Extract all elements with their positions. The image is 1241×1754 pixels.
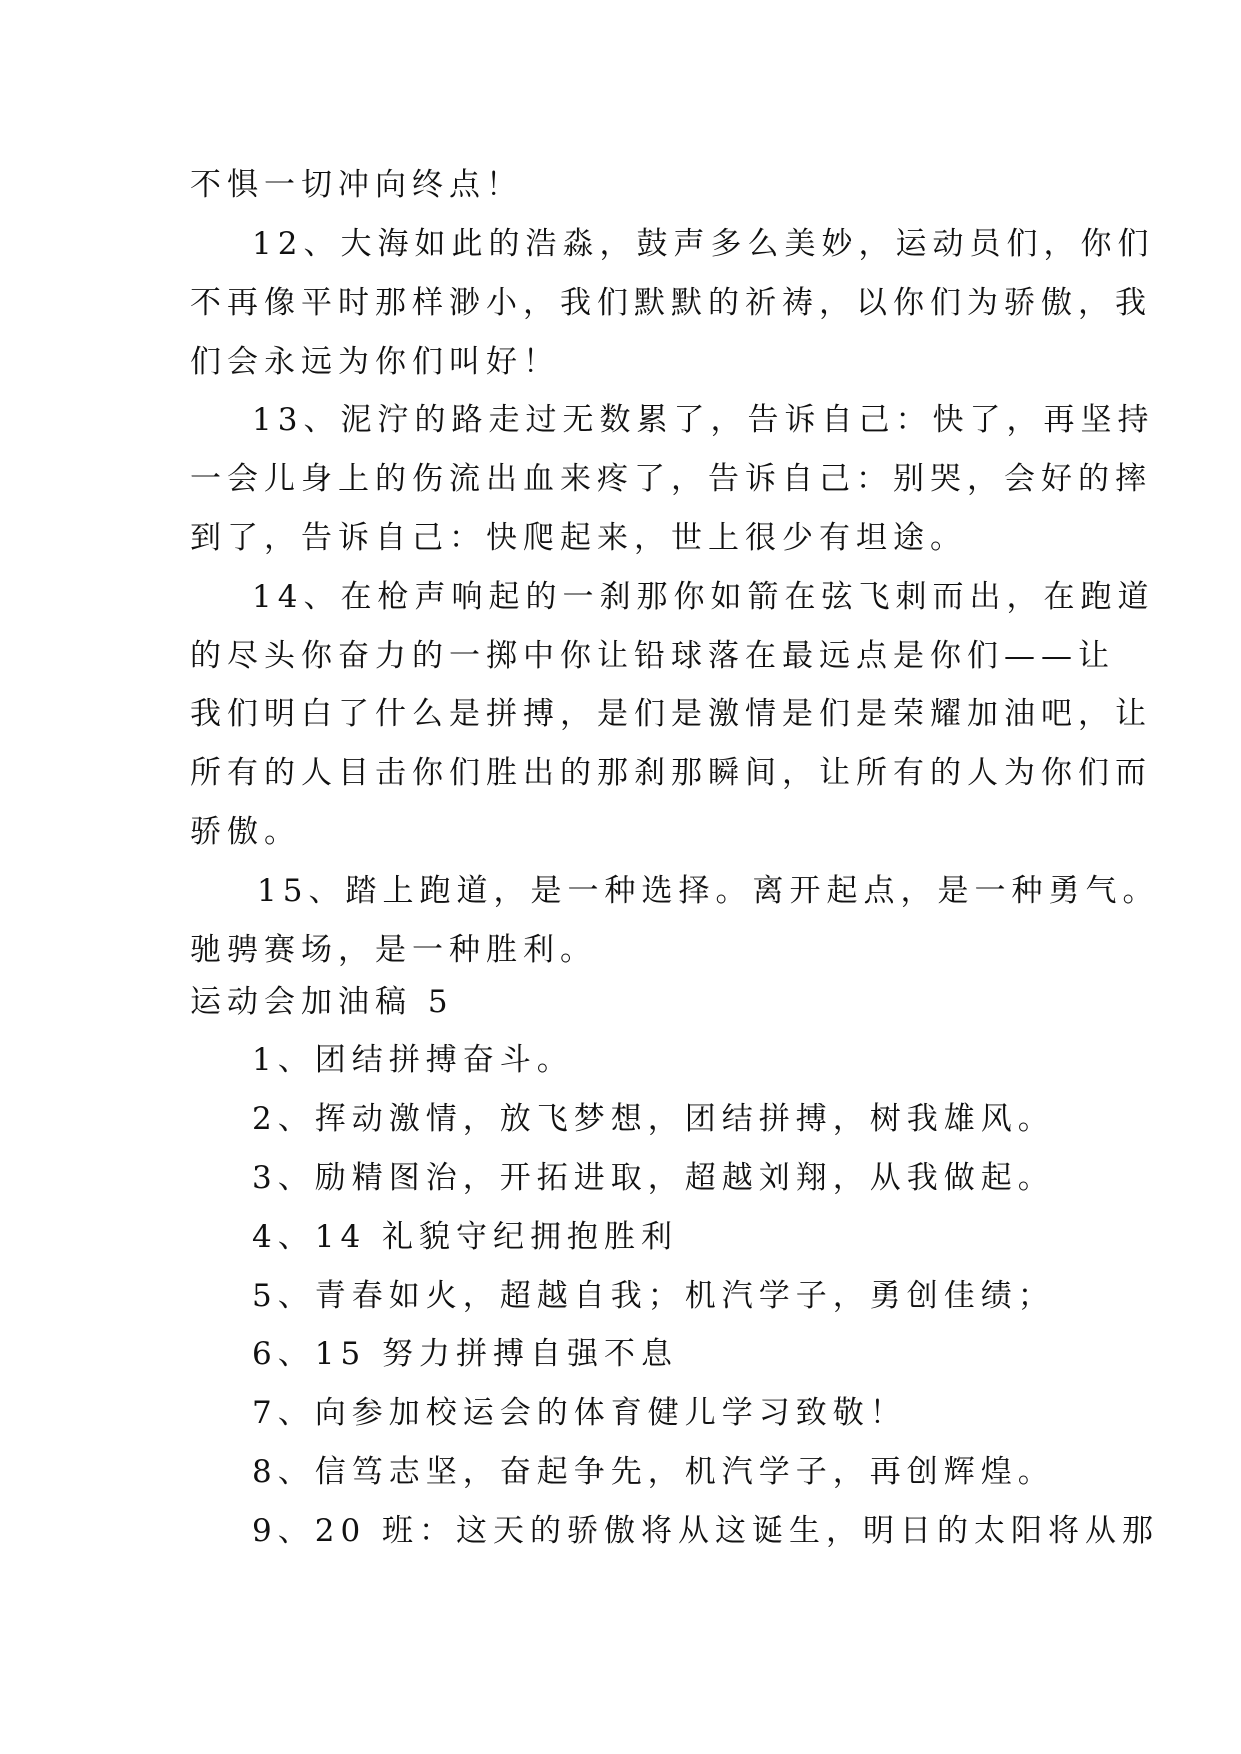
list-item: 1、团结拼搏奋斗。	[252, 1042, 574, 1078]
text-line: 驰骋赛场，是一种胜利。	[190, 932, 597, 968]
text-line: 骄傲。	[190, 814, 301, 850]
list-item: 6、15 努力拼搏自强不息	[252, 1336, 679, 1372]
list-item: 9、20 班：这天的骄傲将从这诞生，明日的太阳将从那	[252, 1513, 1160, 1549]
list-item: 2、挥动激情，放飞梦想，团结拼搏，树我雄风。	[252, 1101, 1055, 1137]
text-line: 15、踏上跑道，是一种选择。离开起点，是一种勇气。	[257, 873, 1160, 909]
text-line: 不再像平时那样渺小，我们默默的祈祷，以你们为骄傲，我	[190, 285, 1152, 321]
list-item: 5、青春如火，超越自我；机汽学子，勇创佳绩；	[252, 1278, 1055, 1314]
list-item: 3、励精图治，开拓进取，超越刘翔，从我做起。	[252, 1160, 1055, 1196]
text-line: 不惧一切冲向终点！	[190, 167, 523, 203]
list-item: 8、信笃志坚，奋起争先，机汽学子，再创辉煌。	[252, 1454, 1055, 1490]
list-item: 4、14 礼貌守纪拥抱胜利	[252, 1219, 679, 1255]
text-line: 12、大海如此的浩淼，鼓声多么美妙，运动员们，你们	[252, 226, 1155, 262]
text-line: 所有的人目击你们胜出的那刹那瞬间，让所有的人为你们而	[190, 755, 1152, 791]
text-line: 我们明白了什么是拼搏，是们是激情是们是荣耀加油吧，让	[190, 696, 1152, 732]
text-line: 的尽头你奋力的一掷中你让铅球落在最远点是你们——让	[190, 638, 1115, 674]
text-line: 13、泥泞的路走过无数累了，告诉自己：快了，再坚持	[252, 402, 1155, 438]
text-line: 们会永远为你们叫好！	[190, 344, 560, 380]
text-line: 到了，告诉自己：快爬起来，世上很少有坦途。	[190, 520, 967, 556]
section-heading: 运动会加油稿 5	[190, 984, 454, 1020]
text-line: 14、在枪声响起的一刹那你如箭在弦飞刺而出，在跑道	[252, 579, 1155, 615]
text-line: 一会儿身上的伤流出血来疼了，告诉自己：别哭，会好的摔	[190, 461, 1152, 497]
list-item: 7、向参加校运会的体育健儿学习致敬！	[252, 1395, 907, 1431]
